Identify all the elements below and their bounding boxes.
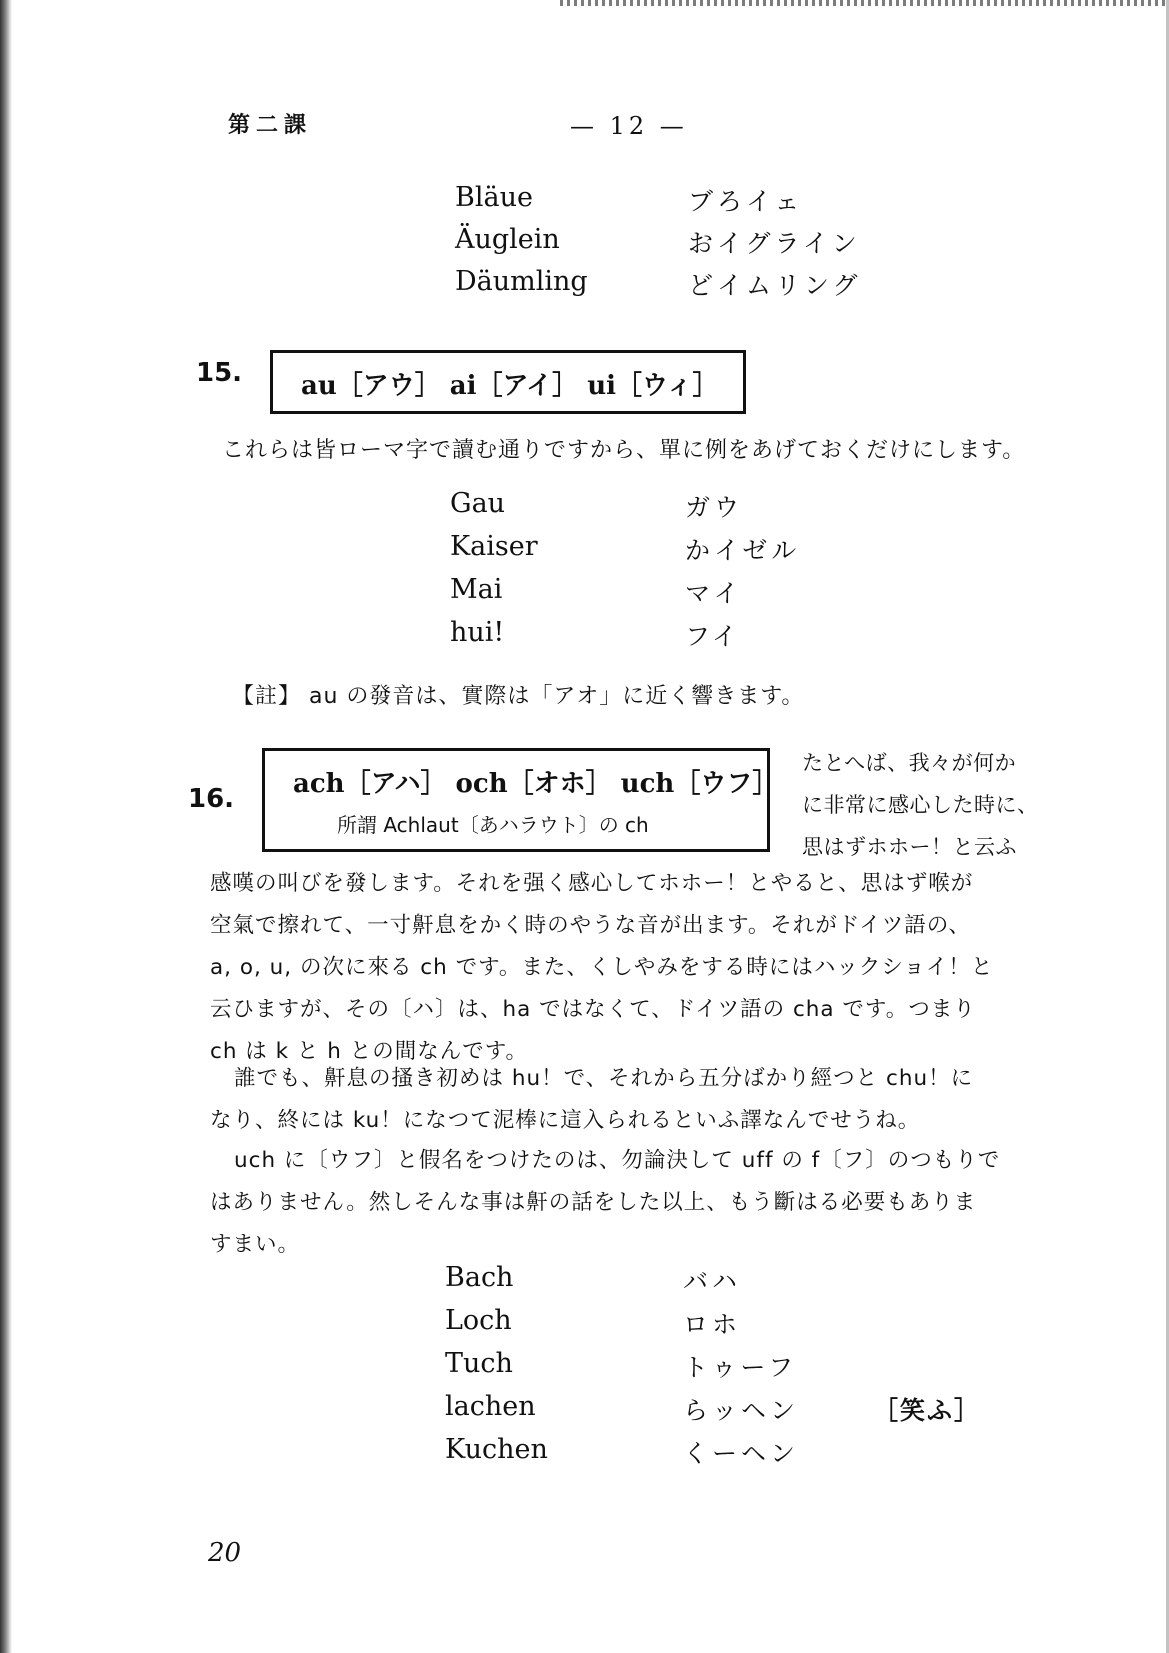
section-16-paragraph-2: 誰でも、鼾息の搔き初めは hu！で、それから五分ばかり經つと chu！に なり、終には ku！になつて泥棒に這入られるといふ譯なんでせうね。 bbox=[210, 1066, 974, 1133]
section-16-paragraph-1: 感嘆の叫びを發します。それを强く感心してホホー！とやると、思はず喉が 空氣で擦れて、一寸鼾息をかく時のやうな音が出ます。それがドイツ語の、 a, o, u, の次に來る ch です。また、くしやみをする時にはハックショイ！と 云ひますが、その〔ハ〕は、ha ではなくて、ドイツ語の cha です。つまり ch は k と h との間なんです。 bbox=[210, 871, 994, 1064]
german-word: hui! bbox=[450, 617, 505, 648]
german-word: Bach bbox=[445, 1262, 514, 1293]
german-word: Gau bbox=[450, 488, 506, 519]
reading: マイ bbox=[685, 579, 743, 608]
reading: おイグライン bbox=[688, 229, 861, 258]
german-word: Mai bbox=[450, 574, 503, 605]
reading: ガウ bbox=[685, 493, 744, 522]
section-16-paragraph-3: uch に〔ウフ〕と假名をつけたのは、勿論決して uff の f〔フ〕のつもりで はありません。然しそんな事は鼾の話をした以上、もう斷はる必要もありま すまい。 bbox=[210, 1148, 1001, 1257]
page-number: — 12 — bbox=[570, 112, 688, 140]
german-word: Äuglein bbox=[455, 224, 560, 255]
scan-edge-top bbox=[560, 0, 1169, 6]
reading: かイゼル bbox=[685, 536, 801, 565]
german-word: lachen bbox=[445, 1391, 536, 1422]
section-15-intro: これらは皆ローマ字で讀む通りですから、單に例をあげておくだけにします。 bbox=[222, 438, 1026, 463]
section-16-subtitle: 所謂 Achlaut〔あハラウト〕の ch bbox=[337, 813, 649, 837]
reading: ブろイェ bbox=[688, 187, 804, 216]
section-16-title: ach［アハ］ och［オホ］ uch［ウフ］ bbox=[293, 769, 779, 799]
german-word: Kaiser bbox=[450, 531, 538, 562]
section-15-box bbox=[270, 350, 746, 414]
reading: ロホ bbox=[683, 1310, 742, 1339]
section-16-number: 16. bbox=[188, 784, 235, 814]
lesson-header: 第二課 bbox=[228, 112, 313, 138]
german-word: Kuchen bbox=[445, 1434, 548, 1465]
german-word: Loch bbox=[445, 1305, 512, 1336]
gloss: ［笑ふ］ bbox=[873, 1396, 982, 1425]
section-15-title: au［アウ］ ai［アイ］ ui［ウィ］ bbox=[301, 371, 719, 401]
reading: バハ bbox=[683, 1267, 742, 1296]
german-word: Bläue bbox=[455, 182, 533, 213]
section-15-number: 15. bbox=[196, 358, 243, 388]
section-16-box bbox=[262, 748, 779, 852]
reading: くーヘン bbox=[683, 1439, 800, 1468]
section-16-side-text: たとへば、我々が何か に非常に感心した時に、 思はずホホー！と云ふ bbox=[802, 751, 1039, 859]
section-15-note: 【註】 au の發音は、實際は「アオ」に近く響きます。 bbox=[232, 684, 805, 709]
folio-number: 20 bbox=[208, 1538, 242, 1568]
reading: らッヘン bbox=[683, 1396, 800, 1425]
scan-edge-left bbox=[0, 0, 12, 1653]
german-word: Däumling bbox=[455, 266, 588, 297]
reading: フイ bbox=[685, 622, 741, 651]
german-word: Tuch bbox=[445, 1348, 513, 1379]
reading: どイムリング bbox=[688, 271, 862, 300]
reading: トゥーフ bbox=[683, 1353, 798, 1382]
